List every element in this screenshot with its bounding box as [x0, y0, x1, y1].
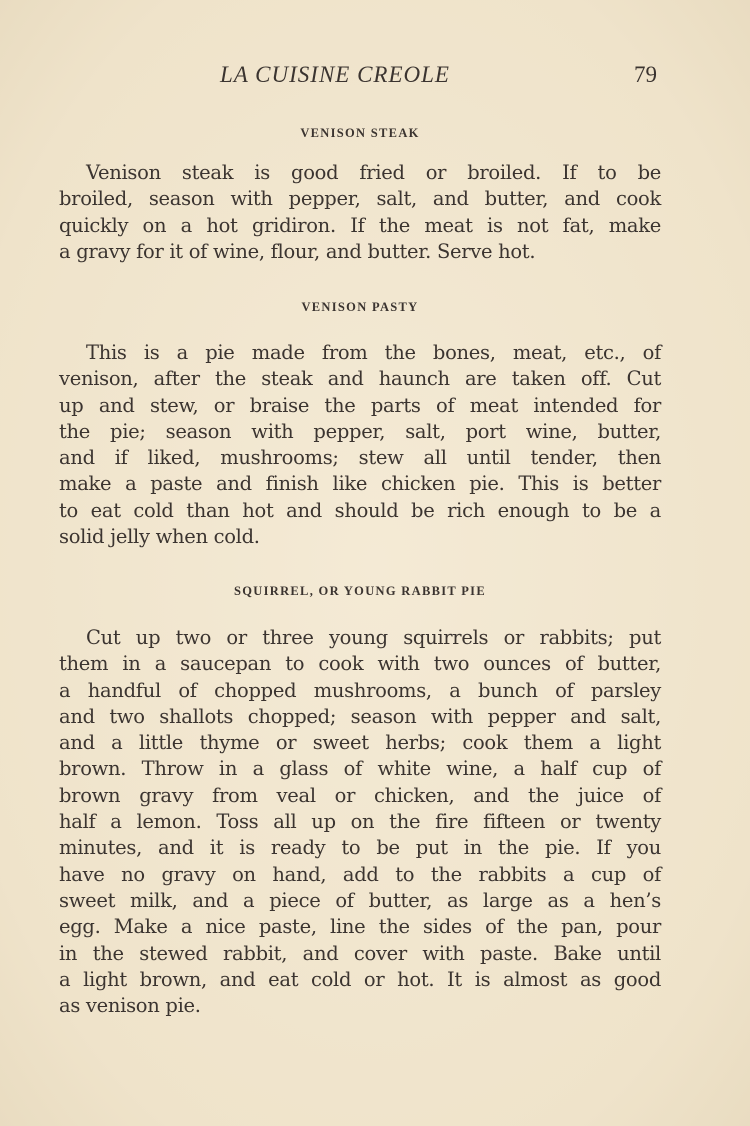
page-number: 79	[634, 62, 657, 87]
text-line: brown gravy from veal or chicken, and the juice of	[59, 783, 661, 807]
text-line: egg. Make a nice paste, line the sides of the pan, pour	[59, 915, 661, 939]
text-line: Venison steak is good fried or broiled. If to be	[86, 161, 661, 184]
text-line: solid jelly when cold.	[59, 525, 260, 549]
text-line: a handful of chopped mushrooms, a bunch of parsley	[59, 678, 661, 702]
text-line: have no gravy on hand, add to the rabbits a cup of	[59, 862, 661, 886]
text-line: This is a pie made from the bones, meat, etc., of	[86, 341, 661, 364]
text-line: to eat cold than hot and should be rich enough to be a	[59, 498, 661, 522]
section-heading: SQUIRREL, OR YOUNG RABBIT PIE	[234, 584, 486, 598]
text-line: brown. Throw in a glass of white wine, a half cup of	[59, 757, 661, 781]
section-heading: VENISON STEAK	[300, 126, 420, 140]
text-line: a gravy for it of wine, flour, and butter. Serve hot.	[59, 239, 536, 263]
section-paragraph	[59, 340, 661, 550]
text-line: in the stewed rabbit, and cover with paste. Bake until	[59, 941, 661, 965]
running-title: LA CUISINE CREOLE	[220, 62, 450, 87]
section-paragraph	[59, 160, 661, 265]
text-line: half a lemon. Toss all up on the fire fifteen or twenty	[59, 810, 661, 834]
section-heading: VENISON PASTY	[301, 300, 419, 314]
text-line: Cut up two or three young squirrels or rabbits; put	[86, 626, 661, 649]
text-line: and two shallots chopped; season with pepper and salt,	[59, 704, 661, 728]
text-line: them in a saucepan to cook with two ounces of butter,	[59, 652, 661, 676]
text-line: as venison pie.	[59, 994, 201, 1018]
text-line: quickly on a hot gridiron. If the meat is not fat, make	[59, 213, 661, 237]
text-line: venison, after the steak and haunch are taken off. Cut	[59, 367, 661, 391]
text-line: sweet milk, and a piece of butter, as large as a hen’s	[59, 888, 661, 912]
text-line: minutes, and it is ready to be put in the pie. If you	[59, 836, 661, 860]
text-line: and if liked, mushrooms; stew all until tender, then	[59, 446, 661, 470]
text-line: a light brown, and eat cold or hot. It is almost as good	[59, 967, 661, 991]
text-line: and a little thyme or sweet herbs; cook them a light	[59, 731, 661, 755]
text-line: the pie; season with pepper, salt, port wine, butter,	[59, 419, 661, 443]
text-line: make a paste and finish like chicken pie. This is better	[59, 472, 661, 496]
text-line: up and stew, or braise the parts of meat intended for	[59, 393, 661, 417]
text-line: broiled, season with pepper, salt, and butter, and cook	[59, 187, 661, 211]
section-paragraph	[59, 625, 661, 1019]
